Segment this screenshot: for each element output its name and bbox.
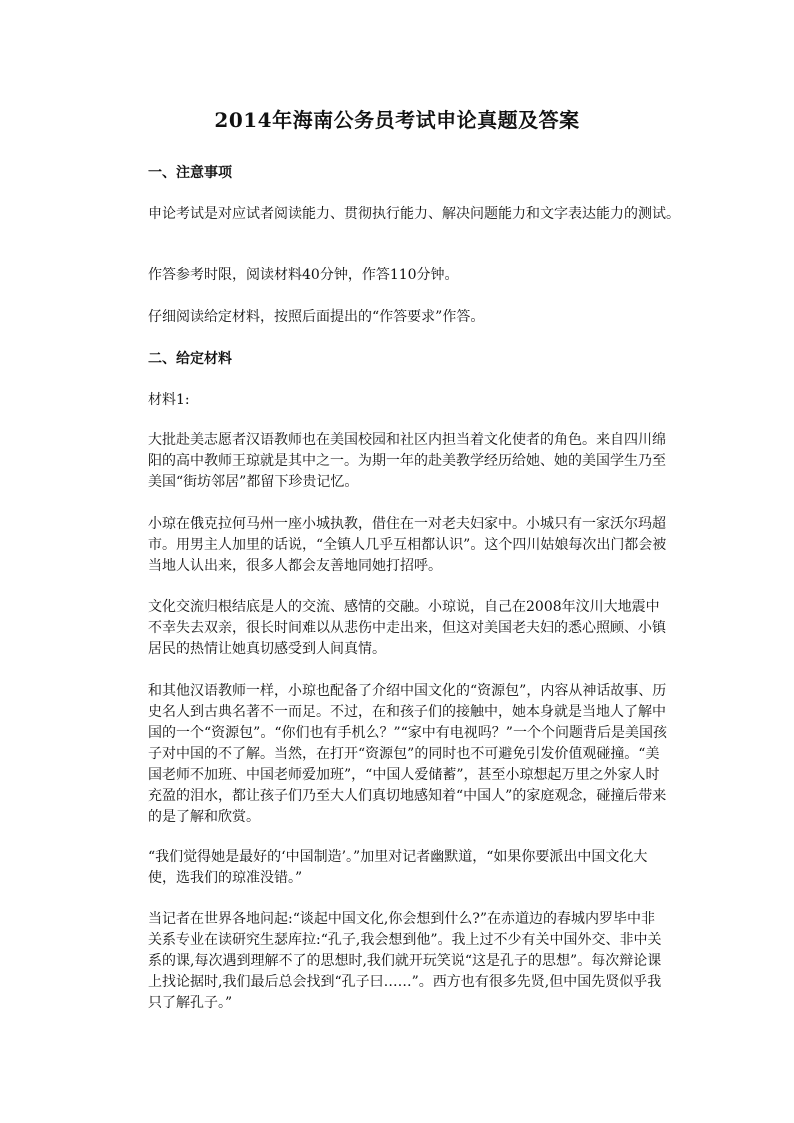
material-paragraph: 大批赴美志愿者汉语教师也在美国校园和社区内担当着文化使者的角色。来自四川绵阳的高中教师王琼就是其中之一。为期一年的赴美教学经历给她、她的美国学生乃至美国“街坊邻居”都留下珍贵记忆。 bbox=[148, 432, 666, 490]
notes-line: 申论考试是对应试者阅读能力、贯彻执行能力、解决问题能力和文字表达能力的测试。 bbox=[148, 206, 680, 222]
document-title: 2014年海南公务员考试申论真题及答案 bbox=[214, 108, 580, 132]
section-heading-materials: 二、给定材料 bbox=[148, 351, 232, 367]
material-paragraph: “我们觉得她是最好的‘中国制造’。”加里对记者幽默道，“如果你要派出中国文化大使，选我们的琼准没错。” bbox=[148, 849, 648, 886]
material-paragraph: 和其他汉语教师一样，小琼也配备了介绍中国文化的“资源包”，内容从神话故事、历史名人到古典名著不一而足。不过，在和孩子们的接触中，她本身就是当地人了解中国的一个“资源包”。“你们也有手机么？”“家中有电视吗？”一个个问题背后是美国孩子对中国的不了解。当然，在打开“资源包”的同时也不可避免引发价值观碰撞。“美国老师不加班、中国老师爱加班”，“中国人爱储蓄”，甚至小琼想起万里之外家人时充盈的泪水，都让孩子们乃至大人们真切地感知着“中国人”的家庭观念，碰撞后带来的是了解和欣赏。 bbox=[148, 683, 667, 825]
material-paragraph: 小琼在俄克拉何马州一座小城执教，借住在一对老夫妇家中。小城只有一家沃尔玛超市。用男主人加里的话说，“全镇人几乎互相都认识”。这个四川姑娘每次出门都会被当地人认出来，很多人都会友善地同她打招呼。 bbox=[148, 516, 667, 574]
material-paragraph: 当记者在世界各地问起:“谈起中国文化,你会想到什么?”在赤道边的春城内罗毕中非关系专业在读研究生瑟库拉:“孔子,我会想到他”。我上过不少有关中国外交、非中关系的课,每次遇到理解不了的思想时,我们就开玩笑说“这是孔子的思想”。每次辩论课上找论据时,我们最后总会找到“孔子曰……”。西方也有很多先贤,但中国先贤似乎我只了解孔子。” bbox=[148, 911, 662, 1011]
section-heading-notes: 一、注意事项 bbox=[148, 165, 232, 181]
notes-line: 作答参考时限，阅读材料40分钟，作答110分钟。 bbox=[148, 267, 459, 283]
notes-line: 仔细阅读给定材料，按照后面提出的“作答要求”作答。 bbox=[148, 309, 485, 325]
material-paragraph: 文化交流归根结底是人的交流、感情的交融。小琼说，自己在2008年汶川大地震中不幸失去双亲，很长时间难以从悲伤中走出来，但这对美国老夫妇的悉心照顾、小镇居民的热情让她真切感受到人间真情。 bbox=[148, 599, 666, 657]
material-label: 材料1: bbox=[148, 392, 190, 408]
